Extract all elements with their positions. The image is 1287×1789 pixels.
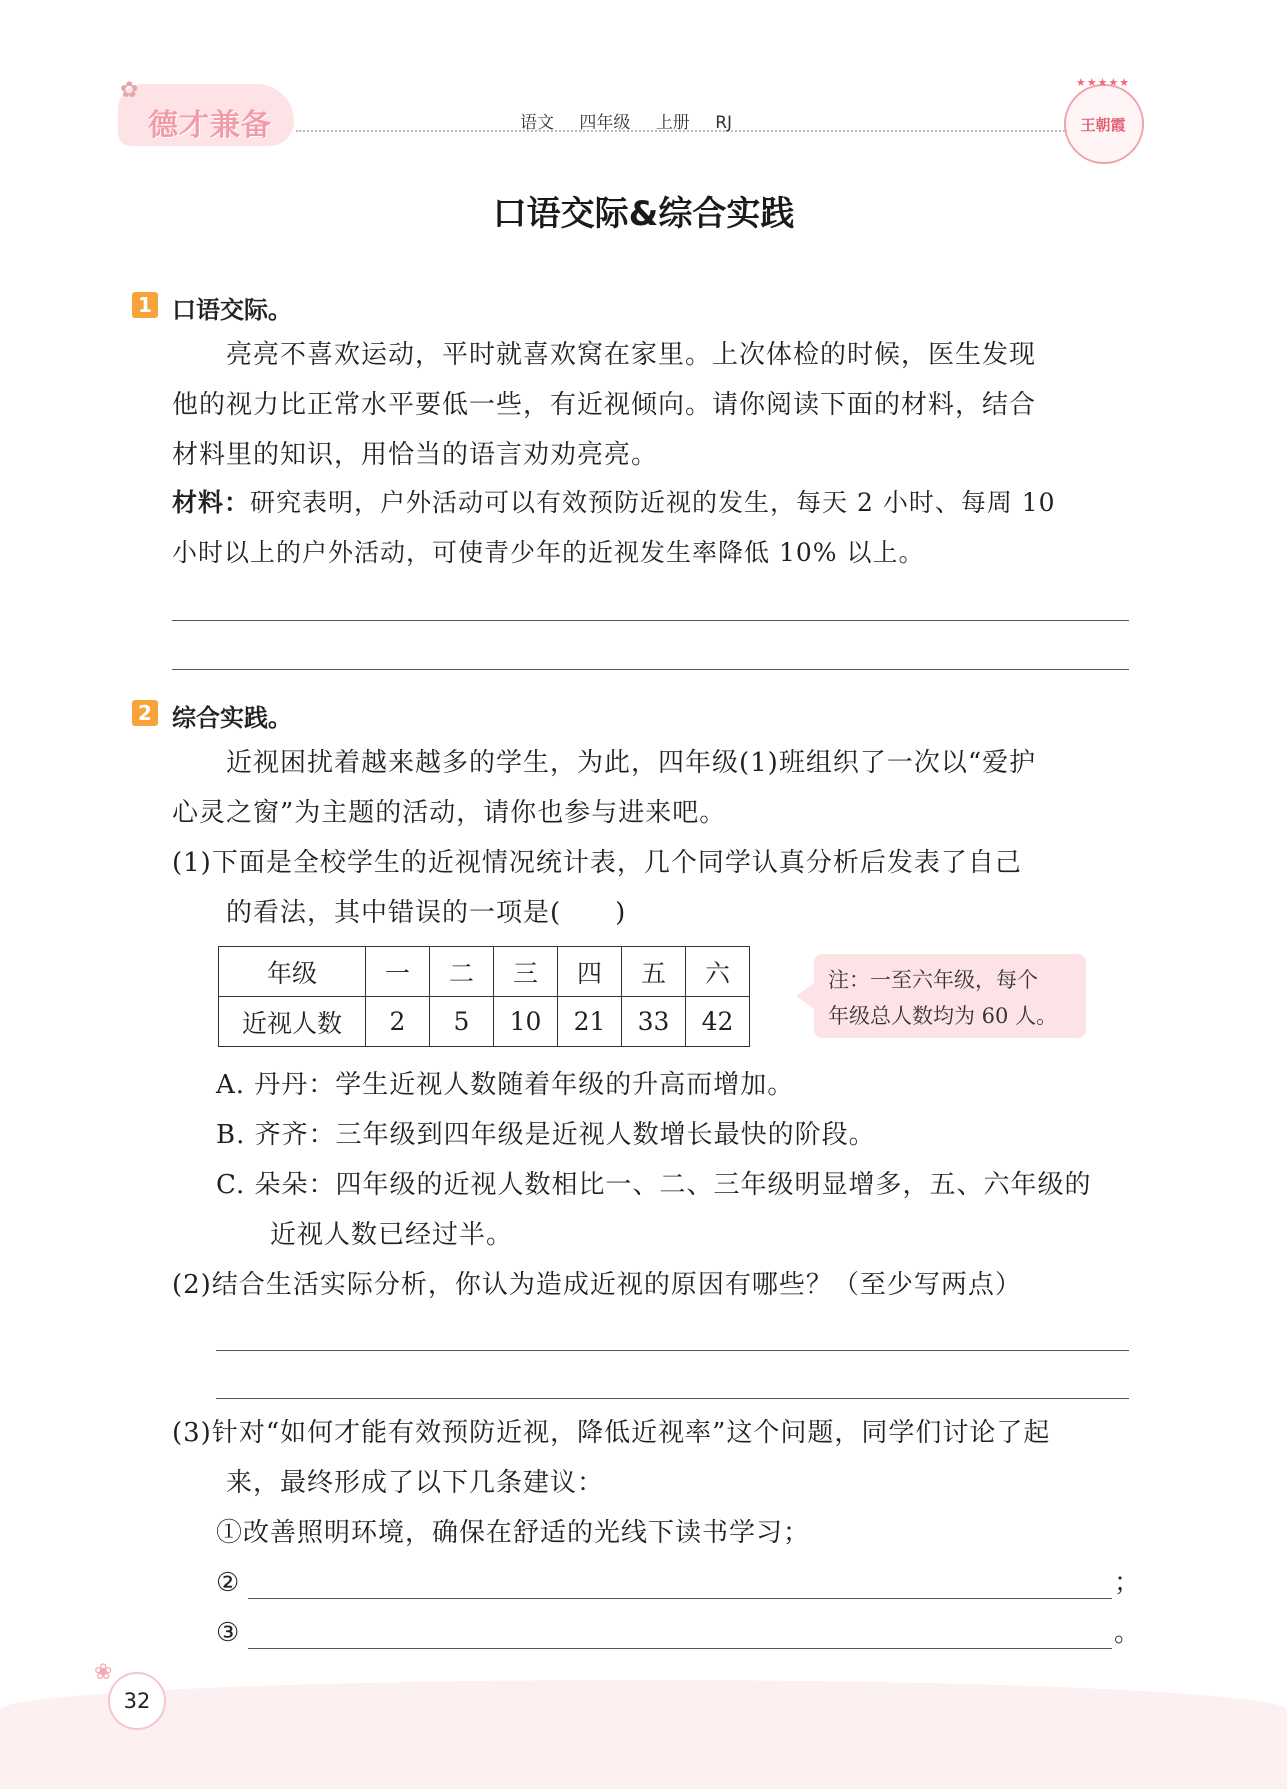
intro-line: 近视困扰着越来越多的学生，为此，四年级(1)班组织了一次以“爱护 (172, 748, 1037, 778)
table-cell: 42 (686, 997, 750, 1047)
brand-logo-text: 德才兼备 (148, 108, 272, 143)
section-heading-2: 综合实践。 (172, 704, 292, 732)
option-c-cont: 近视人数已经过半。 (216, 1220, 514, 1250)
question-line: (3)针对“如何才能有效预防近视，降低近视率”这个问题，同学们讨论了起 (172, 1418, 1051, 1448)
passage-line: 亮亮不喜欢运动，平时就喜欢窝在家里。上次体检的时候，医生发现 (172, 340, 1037, 370)
table-cell: 2 (366, 997, 430, 1047)
suggestion-1: ①改善照明环境，确保在舒适的光线下读书学习； (216, 1518, 811, 1548)
question-3 (172, 1408, 1050, 1508)
header-meta (520, 108, 752, 133)
table-cell: 10 (494, 997, 558, 1047)
suggestion-3-end: 。 (1114, 1618, 1142, 1648)
table-cell: 二 (430, 947, 494, 997)
edition-label: RJ (715, 113, 733, 133)
suggestion-2-end: ； (1114, 1568, 1142, 1598)
table-cell: 21 (558, 997, 622, 1047)
answer-line[interactable] (172, 620, 1129, 621)
table-cell: 三 (494, 947, 558, 997)
suggestion-2-mark: ② (216, 1568, 241, 1598)
answer-line[interactable] (216, 1398, 1129, 1399)
option-b[interactable]: B. 齐齐：三年级到四年级是近视人数增长最快的阶段。 (216, 1120, 876, 1150)
palm-icon: ✿ (120, 78, 139, 103)
table-cell: 一 (366, 947, 430, 997)
option-a[interactable]: A. 丹丹：学生近视人数随着年级的升高而增加。 (216, 1070, 795, 1100)
page-number: 32 (108, 1672, 166, 1730)
intro-line: 心灵之窗”为主题的活动，请你也参与进来吧。 (172, 798, 727, 828)
options-list (216, 1060, 1092, 1260)
star-icon: ★★★★★ (1075, 76, 1131, 89)
material-line: 小时以上的户外活动，可使青少年的近视发生率降低 10% 以上。 (172, 538, 925, 567)
section-number-1: 1 (132, 292, 158, 318)
section-heading-1: 口语交际。 (172, 296, 292, 324)
table-cell: 六 (686, 947, 750, 997)
section1-passage (172, 330, 1036, 480)
note-bubble-tail (796, 982, 816, 1010)
material-line: 研究表明，户外活动可以有效预防近视的发生，每天 2 小时、每周 10 (250, 488, 1056, 517)
seal-text: 王朝霞 (1080, 116, 1126, 134)
section-number-2: 2 (132, 700, 158, 726)
question-line: 的看法，其中错误的一项是( ) (172, 898, 627, 928)
note-line: 年级总人数均为 60 人。 (828, 1004, 1058, 1028)
question-1 (172, 838, 1022, 938)
table-row (219, 997, 750, 1047)
subject-label: 语文 (520, 113, 554, 133)
page-title: 口语交际&综合实践 (492, 194, 795, 234)
note-bubble (814, 954, 1086, 1038)
table-cell: 年级 (219, 947, 366, 997)
question-line: 来，最终形成了以下几条建议： (172, 1468, 605, 1498)
table-cell: 33 (622, 997, 686, 1047)
table-cell: 5 (430, 997, 494, 1047)
question-2: (2)结合生活实际分析，你认为造成近视的原因有哪些？（至少写两点） (172, 1270, 1022, 1300)
passage-line: 他的视力比正常水平要低一些，有近视倾向。请你阅读下面的材料，结合 (172, 390, 1037, 420)
section2-intro (172, 738, 1036, 838)
table-cell: 近视人数 (219, 997, 366, 1047)
dolphin-icon: ❀ (94, 1660, 113, 1685)
grade-label: 四年级 (579, 113, 631, 133)
suggestion-3-mark: ③ (216, 1618, 241, 1648)
footer-wave (0, 1680, 1287, 1789)
table-cell: 五 (622, 947, 686, 997)
table-cell: 四 (558, 947, 622, 997)
note-line: 注：一至六年级，每个 (828, 968, 1038, 992)
answer-line[interactable] (172, 669, 1129, 670)
question-line: (1)下面是全校学生的近视情况统计表，几个同学认真分析后发表了自己 (172, 848, 1022, 878)
suggestion-2-line[interactable] (248, 1598, 1112, 1599)
volume-label: 上册 (655, 113, 690, 133)
material-block (172, 478, 1056, 578)
option-c[interactable]: C. 朵朵：四年级的近视人数相比一、二、三年级明显增多，五、六年级的 (216, 1170, 1092, 1200)
material-label: 材料： (172, 488, 251, 517)
myopia-stats-table (218, 946, 750, 1047)
suggestion-3-line[interactable] (248, 1648, 1112, 1649)
answer-line[interactable] (216, 1350, 1129, 1351)
table-header-row (219, 947, 750, 997)
passage-line: 材料里的知识，用恰当的语言劝劝亮亮。 (172, 440, 659, 470)
